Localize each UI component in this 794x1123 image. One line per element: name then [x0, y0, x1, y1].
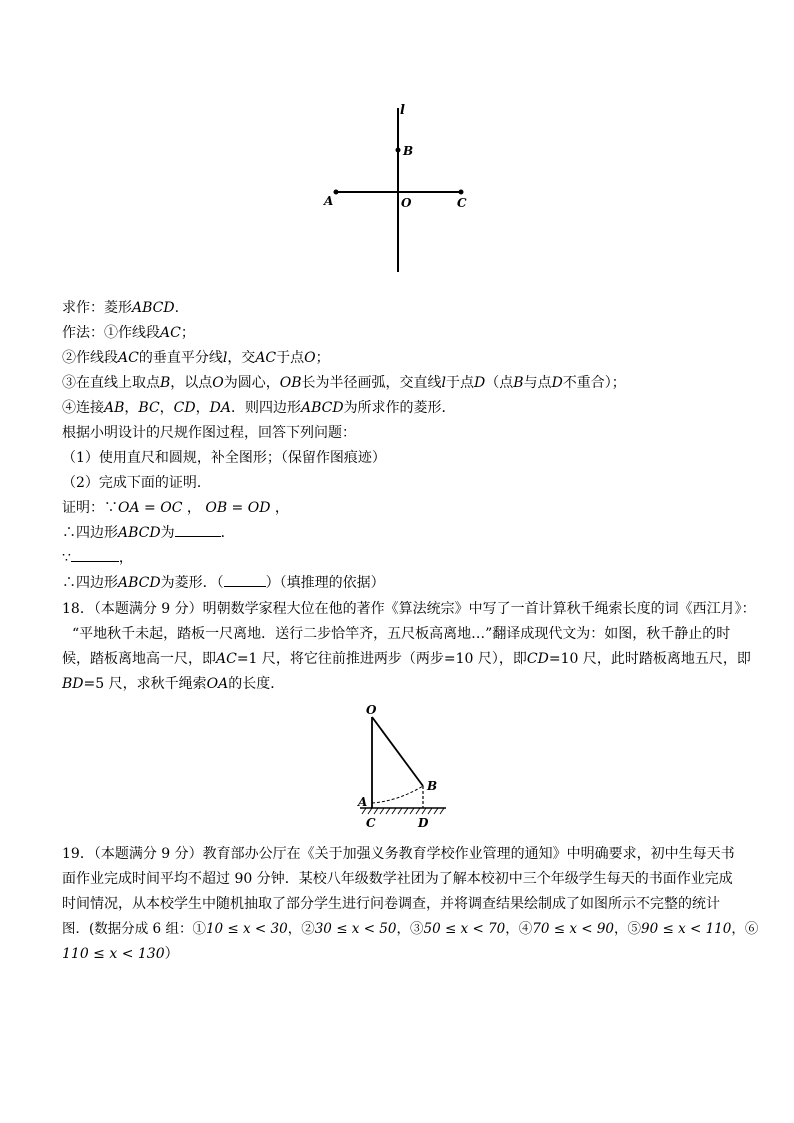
q17-step1: 作法：①作线段AC； — [62, 325, 195, 341]
q17-step2: ②作线段AC的垂直平分线l，交AC于点O； — [62, 350, 330, 366]
label-a2: A — [358, 795, 368, 809]
q17-step4: ④连接AB，BC，CD，DA．则四边形ABCD为所求作的菱形． — [62, 400, 456, 416]
label-c: C — [457, 196, 467, 210]
label-d2: D — [418, 816, 429, 830]
q17-proof-line1: 证明：∵OA = OC ， OB = OD ， — [62, 500, 289, 516]
q18-line4: BD=5 尺，求秋千绳索OA的长度． — [62, 676, 285, 692]
label-b: B — [403, 144, 414, 158]
q17-step3: ③在直线上取点B，以点O为圆心，OB长为半径画弧，交直线l于点D（点B与点D不重合）； — [62, 375, 626, 391]
ground-hatching — [362, 808, 444, 814]
q17-prompt: 根据小明设计的尺规作图过程，回答下列问题： — [62, 425, 356, 441]
label-o: O — [401, 196, 412, 210]
point-c — [459, 190, 464, 195]
q18-line1: 18．（本题满分 9 分）明朝数学家程大位在他的著作《算法统宗》中写了一首计算秋千绳索长度的词《西江月》： — [62, 601, 756, 617]
q17-proof-line3: ∵ ， — [62, 546, 133, 570]
q17-sub1: （1）使用直尺和圆规，补全图形；（保留作图痕迹） — [62, 450, 386, 466]
figure-perpendicular-construction — [310, 92, 490, 287]
label-l: l — [400, 103, 405, 118]
answer-blank-2[interactable] — [71, 547, 119, 562]
q19-line3: 时间情况，从本校学生中随机抽取了部分学生进行问卷调查，并将调查结果绘制成了如图所示不完整的统计 — [62, 896, 720, 912]
label-c2: C — [366, 816, 376, 830]
swing-arc — [372, 786, 423, 803]
figure-swing — [350, 700, 460, 835]
q17-task: 求作：菱形ABCD. — [62, 300, 180, 316]
q19-line5: 110 ≤ x < 130） — [62, 946, 179, 962]
q17-proof-line2: ∴四边形ABCD为 ． — [62, 521, 235, 545]
label-o2: O — [366, 703, 377, 717]
answer-blank-3[interactable] — [224, 572, 266, 587]
q17-sub2: （2）完成下面的证明． — [62, 475, 211, 491]
point-a — [334, 190, 339, 195]
q19-line1: 19．（本题满分 9 分）教育部办公厅在《关于加强义务教育学校作业管理的通知》中明确要求，初中生每天书 — [62, 846, 735, 862]
label-a: A — [324, 194, 334, 208]
q17-proof-line4: ∴四边形ABCD为菱形．（ ）（填推理的依据） — [62, 571, 385, 595]
q18-line3: 候，踏板离地高一尺，即AC=1 尺，将它往前推进两步（两步=10 尺），即CD=10 尺，此时踏板离地五尺，即 — [62, 651, 751, 667]
answer-blank-1[interactable] — [175, 522, 221, 537]
point-b — [396, 148, 401, 153]
rope-ob — [372, 717, 423, 786]
q18-line2: “平地秋千未起，踏板一尺离地．送行二步恰竿齐，五尺板高离地…”翻译成现代文为：如图，秋千静止的时 — [72, 626, 731, 642]
q19-line4: 图．(数据分成 6 组：①10 ≤ x < 30，②30 ≤ x < 50，③50 ≤ x < 70，④70 ≤ x < 90，⑤90 ≤ x < 110，⑥ — [62, 921, 759, 937]
label-b2: B — [427, 779, 438, 793]
q19-line2: 面作业完成时间平均不超过 90 分钟．某校八年级数学社团为了解本校初中三个年级学生每天的书面作业完成 — [62, 871, 733, 887]
